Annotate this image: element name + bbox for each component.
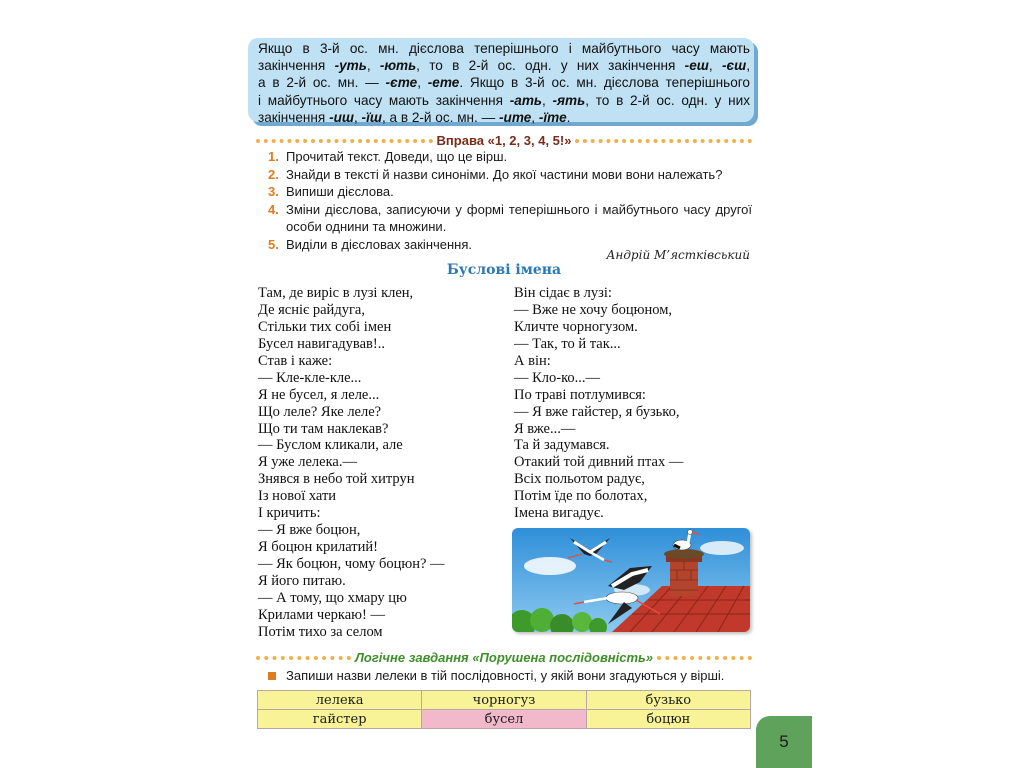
rule-text-fragment: і майбутнього часу мають закінчення xyxy=(258,92,510,108)
dotted-divider xyxy=(657,656,752,660)
rule-text-fragment: а в 2-й ос. мн. — xyxy=(258,75,386,91)
rule-line xyxy=(258,57,750,74)
poem-line: — Кло-ко...— xyxy=(514,369,601,386)
poem-line: Я не бусел, я леле... xyxy=(258,386,380,403)
task-number: 3. xyxy=(268,184,279,199)
poem-line: — А тому, що хмару цю xyxy=(258,589,407,606)
poem-column-right xyxy=(514,285,683,522)
page-number-text: 5 xyxy=(779,732,789,751)
poem-line: Я вже...— xyxy=(514,420,576,437)
task-number: 4. xyxy=(268,201,279,217)
ending-highlight: -уть xyxy=(334,58,367,74)
poem-line: Я його питаю. xyxy=(258,572,346,589)
task-text: Прочитай текст. Доведи, що це вірш. xyxy=(286,149,508,164)
rule-text-fragment: , xyxy=(708,58,722,74)
poem-author: Андрій М’ястківський xyxy=(606,248,750,262)
rule-text-fragment: . xyxy=(566,109,571,125)
word-cell: лелека xyxy=(258,691,422,710)
poem-line: Кличте чорногузом. xyxy=(514,318,638,335)
poem-line: А він: xyxy=(514,352,551,369)
ending-highlight: -ать xyxy=(509,92,542,108)
poem-line: Імена вигадує. xyxy=(514,505,604,522)
poem-line: Що леле? Яке леле? xyxy=(258,403,382,420)
exercise-title: Вправа «1, 2, 3, 4, 5!» xyxy=(436,132,572,148)
poem-line: Потім їде по болотах, xyxy=(514,488,648,505)
poem-title: Буслові імена xyxy=(446,262,562,278)
logic-task xyxy=(268,668,724,683)
rule-text-fragment: , xyxy=(353,109,362,125)
poem-column-left xyxy=(258,285,445,641)
words-row xyxy=(258,691,751,710)
rule-text-fragment: . Якщо в 3-й ос. мн. дієслова теперішнього xyxy=(459,75,750,91)
task-text: Випиши дієслова. xyxy=(286,184,394,199)
task-number: 2. xyxy=(268,166,279,182)
poem-line: Там, де виріс в лузі клен, xyxy=(258,285,414,301)
ending-highlight: -еш xyxy=(684,58,709,74)
task-list xyxy=(268,148,752,253)
poem-line: Всіх польотом радує, xyxy=(514,471,645,488)
ending-highlight: -ють xyxy=(379,58,417,74)
rule-text-fragment: , то в 2-й ос. одн. у них xyxy=(585,92,750,108)
dotted-divider xyxy=(256,656,351,660)
word-cell: бусел xyxy=(422,710,586,729)
rule-line xyxy=(258,74,750,91)
rule-text-fragment: Якщо в 3-й ос. мн. дієслова теперішнього і майбутнього часу мають xyxy=(258,41,750,56)
task-number: 5. xyxy=(268,236,279,252)
rule-text-fragment: закінчення xyxy=(258,58,335,74)
rule-text-fragment: закінчення xyxy=(258,109,330,125)
words-table xyxy=(257,690,751,729)
logic-title: Логічне завдання «Порушена послідовність» xyxy=(355,649,654,665)
rule-text-fragment: , то в 2-й ос. одн. у них закінчення xyxy=(416,58,685,74)
poem-line: — Кле-кле-кле... xyxy=(258,369,362,386)
poem-line: — Вже не хочу боцюном, xyxy=(514,301,672,318)
rule-text-fragment: , а в 2-й ос. мн. — xyxy=(381,109,499,125)
poem-line: Отакий той дивний птах — xyxy=(514,454,684,471)
task-text: Зміни дієслова, записуючи у формі теперішнього і майбутнього часу другої особи однини та множини. xyxy=(286,201,752,234)
rule-line xyxy=(258,109,750,126)
exercise-header xyxy=(256,132,752,148)
poem-line: Стільки тих собі імен xyxy=(258,318,392,335)
rule-text-fragment: , xyxy=(417,75,428,91)
poem-line: Я уже лелека.— xyxy=(258,454,357,471)
word-cell: чорногуз xyxy=(422,691,586,710)
task-item xyxy=(268,166,752,184)
word-cell: бузько xyxy=(586,691,750,710)
rule-text-fragment: , xyxy=(366,58,380,74)
task-item xyxy=(268,148,752,166)
task-number: 1. xyxy=(268,149,279,164)
poem-line: Став і каже: xyxy=(258,352,333,369)
poem-line: — Як боцюн, чому боцюн? — xyxy=(258,556,445,572)
rule-text xyxy=(258,40,750,126)
ending-highlight: -ять xyxy=(552,92,586,108)
rule-text-fragment: , xyxy=(541,92,553,108)
poem-line: Знявся в небо той хитрун xyxy=(258,471,415,488)
rule-text-fragment: , xyxy=(746,58,750,74)
rule-text-fragment: , xyxy=(531,109,539,125)
poem-line: Бусел навигадував!.. xyxy=(258,335,385,352)
poem-line: Що ти там наклекав? xyxy=(258,420,389,437)
poem-line: Та й задумався. xyxy=(514,437,610,454)
rule-line xyxy=(258,40,750,57)
task-text: Виділи в дієсловах закінчення. xyxy=(286,236,473,252)
poem-line: Я боцюн крилатий! xyxy=(258,539,378,556)
task-text: Знайди в тексті й назви синоніми. До якої частини мови вони належать? xyxy=(286,166,723,182)
poem-line: Із нової хати xyxy=(258,488,337,505)
poem-line: — Я вже гайстер, я бузько, xyxy=(514,403,680,420)
logic-header xyxy=(256,649,752,665)
poem-line: Потім тихо за селом xyxy=(258,623,383,640)
ending-highlight: -їте xyxy=(538,109,567,125)
storks-on-chimney-picture xyxy=(512,528,750,632)
dotted-divider xyxy=(575,139,752,143)
task-item xyxy=(268,183,752,201)
rule-line xyxy=(258,92,750,109)
ending-highlight: -їш xyxy=(361,109,382,125)
logic-task-text: Запиши назви лелеки в тій послідовності, у якій вони згадуються у вірші. xyxy=(286,668,725,683)
poem-line: — Я вже боцюн, xyxy=(258,522,361,539)
page-number xyxy=(756,716,812,768)
dotted-divider xyxy=(256,139,433,143)
poem-line: Крилами черкаю! — xyxy=(258,606,385,623)
ending-highlight: -єте xyxy=(385,75,418,91)
ending-highlight: -ите xyxy=(498,109,532,125)
poem-line: — Буслом кликали, але xyxy=(258,437,403,454)
square-bullet-icon xyxy=(268,672,276,680)
poem-line: По траві потлумився: xyxy=(514,386,646,403)
word-cell: боцюн xyxy=(586,710,750,729)
ending-highlight: -ете xyxy=(427,75,460,91)
poem-line: — Так, то й так... xyxy=(514,335,621,352)
ending-highlight: -єш xyxy=(721,58,747,74)
word-cell: гайстер xyxy=(258,710,422,729)
poem-line: Він сідає в лузі: xyxy=(514,285,612,301)
words-row xyxy=(258,710,751,729)
poem-line: І кричить: xyxy=(258,505,321,522)
ending-highlight: -иш xyxy=(329,109,354,125)
poem-line: Де ясніє райдуга, xyxy=(258,301,365,318)
task-item xyxy=(268,201,752,236)
